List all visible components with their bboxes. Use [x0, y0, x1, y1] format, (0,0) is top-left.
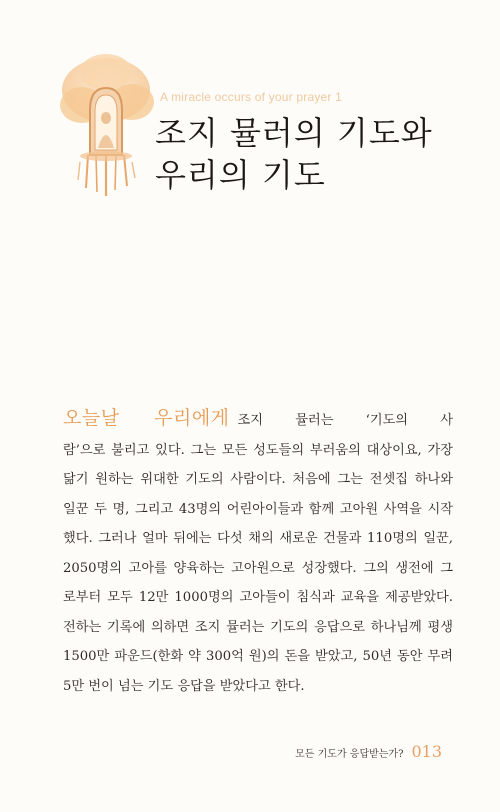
chapter-title-line-2: 우리의 기도 [155, 156, 326, 194]
chapter-title [155, 112, 433, 196]
body-line-1-rest: 조지 뮬러는 ‘기도의 사 [237, 413, 453, 428]
body-line: 1500만 파운드(한화 약 300억 원)의 돈을 받았고, 50년 동안 무려 [63, 649, 453, 664]
body-line: 2050명의 고아를 양육하는 고아원으로 성장했다. 그의 생전에 그 [63, 560, 453, 576]
body-line: 했다. 그러나 얼마 뒤에는 다섯 채의 새로운 건물과 110명의 일꾼, [63, 531, 453, 546]
body-line: 로부터 모두 12만 1000명의 고아들이 침식과 교육을 제공받았다. [63, 590, 453, 605]
chapter-title-line-1: 조지 뮬러의 기도와 [155, 114, 433, 152]
running-title: 모든 기도가 응답받는가? [295, 749, 404, 760]
body-line: 람’으로 불리고 있다. 그는 모든 성도들의 부러움의 대상이요, 가장 [63, 442, 453, 458]
body-line-1 [63, 404, 453, 436]
body-line: 5만 번이 넘는 기도 응답을 받았다고 한다. [63, 678, 305, 694]
page-footer [295, 742, 442, 761]
arched-window-tree-illustration [52, 50, 160, 200]
page-number: 013 [411, 742, 442, 761]
chapter-subtitle: A miracle occurs of your prayer 1 [160, 90, 343, 104]
body-line: 닮기 원하는 위대한 기도의 사람이다. 처음에 그는 전셋집 하나와 [63, 472, 453, 487]
body-line: 전하는 기록에 의하면 조지 뮬러는 기도의 응답으로 하나님께 평생 [63, 619, 453, 635]
lead-phrase: 오늘날 우리에게 [63, 407, 230, 429]
body-line: 일꾼 두 명, 그리고 43명의 어린아이들과 함께 고아원 사역을 시작 [63, 501, 453, 517]
body-paragraph [63, 404, 453, 701]
